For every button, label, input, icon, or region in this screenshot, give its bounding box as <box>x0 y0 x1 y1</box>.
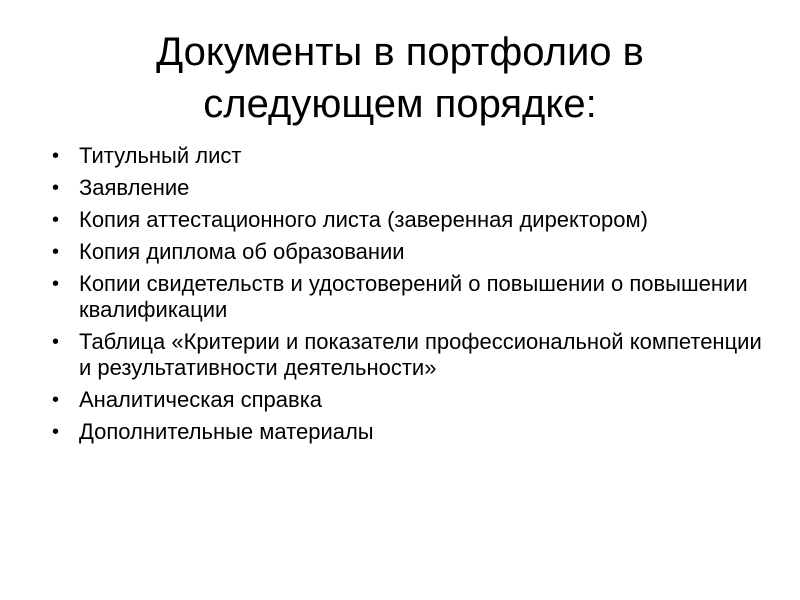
list-item <box>50 143 770 169</box>
list-item-text: Титульный лист <box>79 143 242 168</box>
bullet-icon: • <box>52 241 60 263</box>
list-item <box>50 271 770 323</box>
bullet-icon: • <box>52 421 60 443</box>
list-item-text: Копия аттестационного листа (заверенная директором) <box>79 207 648 232</box>
bullet-icon: • <box>52 177 60 199</box>
list-item <box>50 329 770 381</box>
list-item-text: Копия диплома об образовании <box>79 239 405 264</box>
bullet-icon: • <box>52 145 60 167</box>
bullet-icon: • <box>52 389 60 411</box>
slide-title <box>40 26 760 130</box>
list-item <box>50 239 770 265</box>
list-item <box>50 207 770 233</box>
list-item <box>50 419 770 445</box>
list-item-text: Дополнительные материалы <box>79 419 374 444</box>
bullet-list <box>50 143 770 451</box>
bullet-icon: • <box>52 209 60 231</box>
list-item <box>50 387 770 413</box>
slide-title-line: следующем порядке: <box>203 82 597 126</box>
list-item-text: Таблица «Критерии и показатели профессиональной компетенции и результативности деятельности» <box>79 329 762 380</box>
bullet-icon: • <box>52 273 60 295</box>
list-item-text: Копии свидетельств и удостоверений о повышении о повышении квалификации <box>79 271 748 322</box>
list-item-text: Аналитическая справка <box>79 387 323 412</box>
bullet-icon: • <box>52 331 60 353</box>
slide-title-line: Документы в портфолио в <box>156 30 644 74</box>
list-item-text: Заявление <box>79 175 190 200</box>
list-item <box>50 175 770 201</box>
